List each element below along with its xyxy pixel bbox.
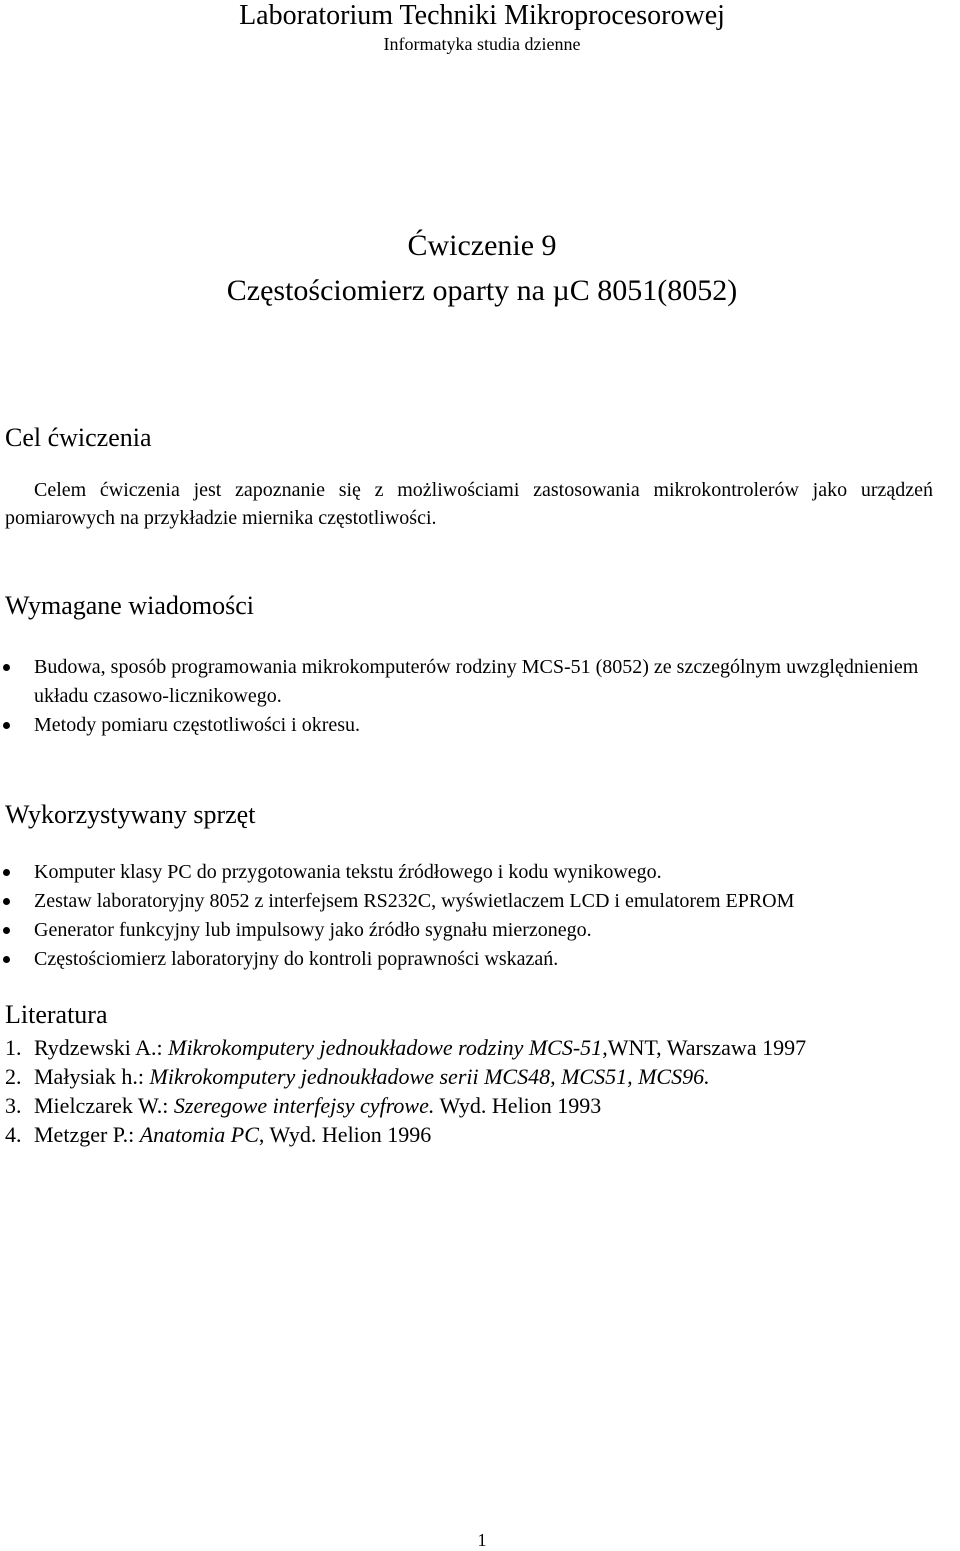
literature-item-number: 2. xyxy=(5,1064,22,1089)
literature-item-publisher: ,WNT, Warszawa 1997 xyxy=(602,1035,807,1060)
bullet-icon xyxy=(3,927,10,934)
list-item-text: Częstościomierz laboratoryjny do kontroli poprawności wskazań. xyxy=(34,948,559,970)
knowledge-heading: Wymagane wiadomości xyxy=(5,591,254,620)
bullet-icon xyxy=(3,664,10,671)
goal-paragraph: Celem ćwiczenia jest zapoznanie się z możliwościami zastosowania mikrokontrolerów jako urządzeń pomiarowych na przykładzie miernika częstotliwości. xyxy=(5,479,933,529)
literature-item-title: Mikrokomputery jednoukładowe serii MCS48, MCS51, MCS96. xyxy=(149,1064,710,1089)
equipment-list xyxy=(0,858,940,974)
list-item xyxy=(0,945,940,974)
list-item xyxy=(0,916,940,945)
literature-item xyxy=(5,1033,806,1062)
equipment-heading: Wykorzystywany sprzęt xyxy=(5,800,256,829)
literature-item-author: Metzger P.: xyxy=(34,1122,140,1147)
literature-item-publisher: Wyd. Helion 1993 xyxy=(434,1093,602,1118)
literature-item xyxy=(5,1120,806,1149)
bullet-icon xyxy=(3,956,10,963)
literature-item-author: Mielczarek W.: xyxy=(34,1093,174,1118)
knowledge-list xyxy=(0,653,940,740)
literature-item-publisher: , Wyd. Helion 1996 xyxy=(258,1122,432,1147)
list-item xyxy=(0,653,940,711)
literature-item-number: 3. xyxy=(5,1093,22,1118)
bullet-icon xyxy=(3,722,10,729)
literature-item-title: Szeregowe interfejsy cyfrowe. xyxy=(173,1093,435,1118)
document-header-subtitle: Informatyka studia dzienne xyxy=(383,34,581,54)
list-item-text: Metody pomiaru częstotliwości i okresu. xyxy=(34,714,361,736)
list-item-text: Zestaw laboratoryjny 8052 z interfejsem RS232C, wyświetlaczem LCD i emulatorem EPROM xyxy=(34,890,795,912)
list-item xyxy=(0,887,940,916)
bullet-icon xyxy=(3,869,10,876)
literature-heading: Literatura xyxy=(5,1000,108,1029)
literature-item-title: Anatomia PC xyxy=(139,1122,259,1147)
literature-item-number: 1. xyxy=(5,1035,22,1060)
bullet-icon xyxy=(3,898,10,905)
literature-item xyxy=(5,1062,806,1091)
document-header-title: Laboratorium Techniki Mikroprocesorowej xyxy=(239,0,725,31)
goal-heading: Cel ćwiczenia xyxy=(5,423,152,452)
list-item-text: Komputer klasy PC do przygotowania tekstu źródłowego i kodu wynikowego. xyxy=(34,861,662,883)
literature-item xyxy=(5,1091,806,1120)
exercise-number: Ćwiczenie 9 xyxy=(407,229,557,262)
exercise-title: Częstościomierz oparty na µC 8051(8052) xyxy=(226,274,738,307)
literature-item-author: Rydzewski A.: xyxy=(34,1035,169,1060)
literature-list xyxy=(5,1033,806,1149)
list-item xyxy=(0,858,940,887)
list-item xyxy=(0,711,940,740)
list-item-text: Generator funkcyjny lub impulsowy jako źródło sygnału mierzonego. xyxy=(34,919,592,941)
page-number: 1 xyxy=(477,1530,487,1550)
literature-item-title: Mikrokomputery jednoukładowe rodziny MCS-51 xyxy=(168,1035,603,1060)
literature-item-number: 4. xyxy=(5,1122,22,1147)
list-item-text: Budowa, sposób programowania mikrokomputerów rodziny MCS-51 (8052) ze szczególnym uwzględnieniem układu czasowo-licznikowego. xyxy=(34,656,919,707)
literature-item-author: Małysiak h.: xyxy=(34,1064,150,1089)
